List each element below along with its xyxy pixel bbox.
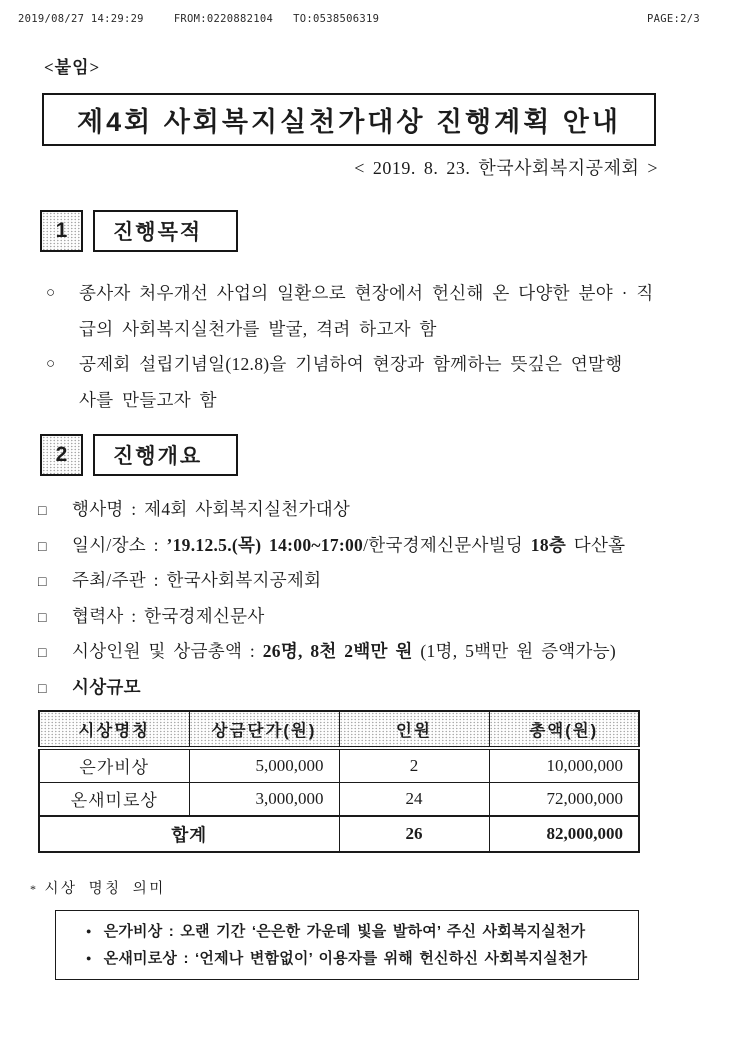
overview-value-bold: 18층 bbox=[530, 534, 567, 555]
unit-prize-cell: 5,000,000 bbox=[189, 748, 339, 782]
award-name-cell: 온새미로상 bbox=[39, 782, 189, 816]
attachment-label: <붙임> bbox=[44, 58, 101, 77]
table-total-row bbox=[39, 816, 639, 852]
overview-value: /한국경제신문사빌딩 bbox=[363, 534, 531, 555]
square-bullet-icon: □ bbox=[38, 539, 47, 555]
purpose-line: 종사자 처우개선 사업의 일환으로 현장에서 헌신해 온 다양한 분야 · 직 bbox=[79, 283, 654, 303]
total-amount-cell: 10,000,000 bbox=[489, 748, 639, 782]
overview-label: 일시/장소 bbox=[72, 534, 146, 555]
total-headcount-cell: 26 bbox=[339, 816, 489, 852]
square-bullet-icon: □ bbox=[38, 681, 47, 697]
fax-datetime: 2019/08/27 14:29:29 bbox=[18, 13, 144, 25]
footnote-box bbox=[55, 910, 639, 980]
table-row bbox=[39, 782, 639, 816]
overview-label: 시상규모 bbox=[72, 676, 141, 697]
table-row bbox=[39, 748, 639, 782]
award-name-cell: 은가비상 bbox=[39, 748, 189, 782]
grand-total-cell: 82,000,000 bbox=[489, 816, 639, 852]
footnote-item-text: 온새미로상 : ‘언제나 변함없이’ 이용자를 위해 헌신하신 사회복지실천가 bbox=[103, 950, 588, 967]
date-and-organization-line: < 2019. 8. 23. 한국사회복지공제회 > bbox=[354, 158, 658, 178]
overview-value-bold: 26명, 8천 2백만 원 bbox=[262, 641, 413, 661]
dot-bullet-icon: ● bbox=[86, 953, 92, 963]
overview-item-prize-total bbox=[38, 635, 744, 671]
overview-item-event-name bbox=[38, 493, 744, 529]
square-bullet-icon: □ bbox=[38, 646, 47, 661]
overview-list bbox=[38, 493, 744, 706]
overview-separator: : bbox=[145, 534, 167, 555]
footnote-title bbox=[30, 877, 744, 898]
fax-page-indicator: PAGE:2/3 bbox=[647, 13, 700, 25]
purpose-line: 급의 사회복지실천가를 발굴, 격려 하고자 함 bbox=[79, 318, 437, 339]
column-header-unit-prize: 상금단가(원) bbox=[189, 711, 339, 748]
overview-separator: : bbox=[123, 605, 145, 626]
purpose-item bbox=[46, 347, 744, 418]
footnote-item-text: 은가비상 : 오랜 기간 ‘은은한 가운데 빛을 발하여’ 주신 사회복지실천가 bbox=[103, 923, 586, 940]
fax-from-number: FROM:0220882104 bbox=[173, 13, 274, 25]
overview-item-award-scale bbox=[38, 671, 744, 707]
overview-item-partner bbox=[38, 600, 744, 636]
overview-value: 다산홀 bbox=[566, 534, 626, 555]
unit-prize-cell: 3,000,000 bbox=[189, 782, 339, 816]
section-2-number-box: 2 bbox=[40, 434, 83, 476]
overview-separator: : bbox=[123, 499, 145, 519]
overview-separator: : bbox=[145, 570, 167, 590]
total-amount-cell: 72,000,000 bbox=[489, 782, 639, 816]
overview-value-bold: ’19.12.5.(목) 14:00~17:00 bbox=[166, 534, 364, 555]
headcount-cell: 2 bbox=[339, 748, 489, 782]
column-header-total-amount: 총액(원) bbox=[489, 711, 639, 748]
footnote-title-text: 시상 명칭 의미 bbox=[44, 881, 166, 897]
circle-bullet-icon: ○ bbox=[46, 356, 56, 372]
headcount-cell: 24 bbox=[339, 782, 489, 816]
overview-value: (1명, 5백만 원 증액가능) bbox=[412, 641, 617, 661]
footnote-item bbox=[86, 945, 628, 972]
purpose-item-text bbox=[79, 347, 744, 418]
asterisk-icon: * bbox=[30, 882, 39, 896]
dot-bullet-icon: ● bbox=[86, 926, 92, 936]
overview-separator: : bbox=[242, 641, 263, 661]
purpose-item-text bbox=[79, 276, 744, 347]
fax-to-number: TO:0538506319 bbox=[293, 13, 380, 25]
section-1-header bbox=[40, 210, 744, 252]
footnote-item bbox=[86, 918, 628, 945]
document-title-box bbox=[42, 93, 656, 146]
overview-value: 한국사회복지공제회 bbox=[166, 570, 322, 590]
purpose-list bbox=[46, 276, 744, 418]
square-bullet-icon: □ bbox=[38, 575, 47, 590]
overview-item-host bbox=[38, 564, 744, 600]
square-bullet-icon: □ bbox=[38, 610, 47, 626]
awards-table bbox=[38, 710, 640, 853]
document-title: 제4회 사회복지실천가대상 진행계획 안내 bbox=[77, 107, 621, 137]
overview-label: 주최/주관 bbox=[72, 570, 146, 590]
section-2-header bbox=[40, 434, 744, 476]
overview-item-datetime-venue bbox=[38, 529, 744, 565]
total-label-cell: 합계 bbox=[39, 816, 339, 852]
section-1-number-box: 1 bbox=[40, 210, 83, 252]
column-header-award-name: 시상명칭 bbox=[39, 711, 189, 748]
section-2-heading: 진행개요 bbox=[93, 434, 238, 476]
overview-label: 행사명 bbox=[72, 499, 124, 519]
overview-label: 협력사 bbox=[72, 605, 124, 626]
purpose-item bbox=[46, 276, 744, 347]
overview-value: 제4회 사회복지실천가대상 bbox=[144, 499, 351, 519]
fax-transmission-header bbox=[0, 0, 744, 25]
overview-label: 시상인원 및 상금총액 bbox=[72, 641, 243, 661]
purpose-line: 사를 만들고자 함 bbox=[79, 389, 217, 410]
column-header-headcount: 인원 bbox=[339, 711, 489, 748]
overview-value: 한국경제신문사 bbox=[144, 605, 265, 626]
circle-bullet-icon: ○ bbox=[46, 285, 56, 301]
square-bullet-icon: □ bbox=[38, 504, 47, 519]
awards-table-header-row bbox=[39, 711, 639, 748]
purpose-line: 공제회 설립기념일(12.8)을 기념하여 현장과 함께하는 뜻깊은 연말행 bbox=[79, 354, 623, 374]
section-1-heading: 진행목적 bbox=[93, 210, 238, 252]
